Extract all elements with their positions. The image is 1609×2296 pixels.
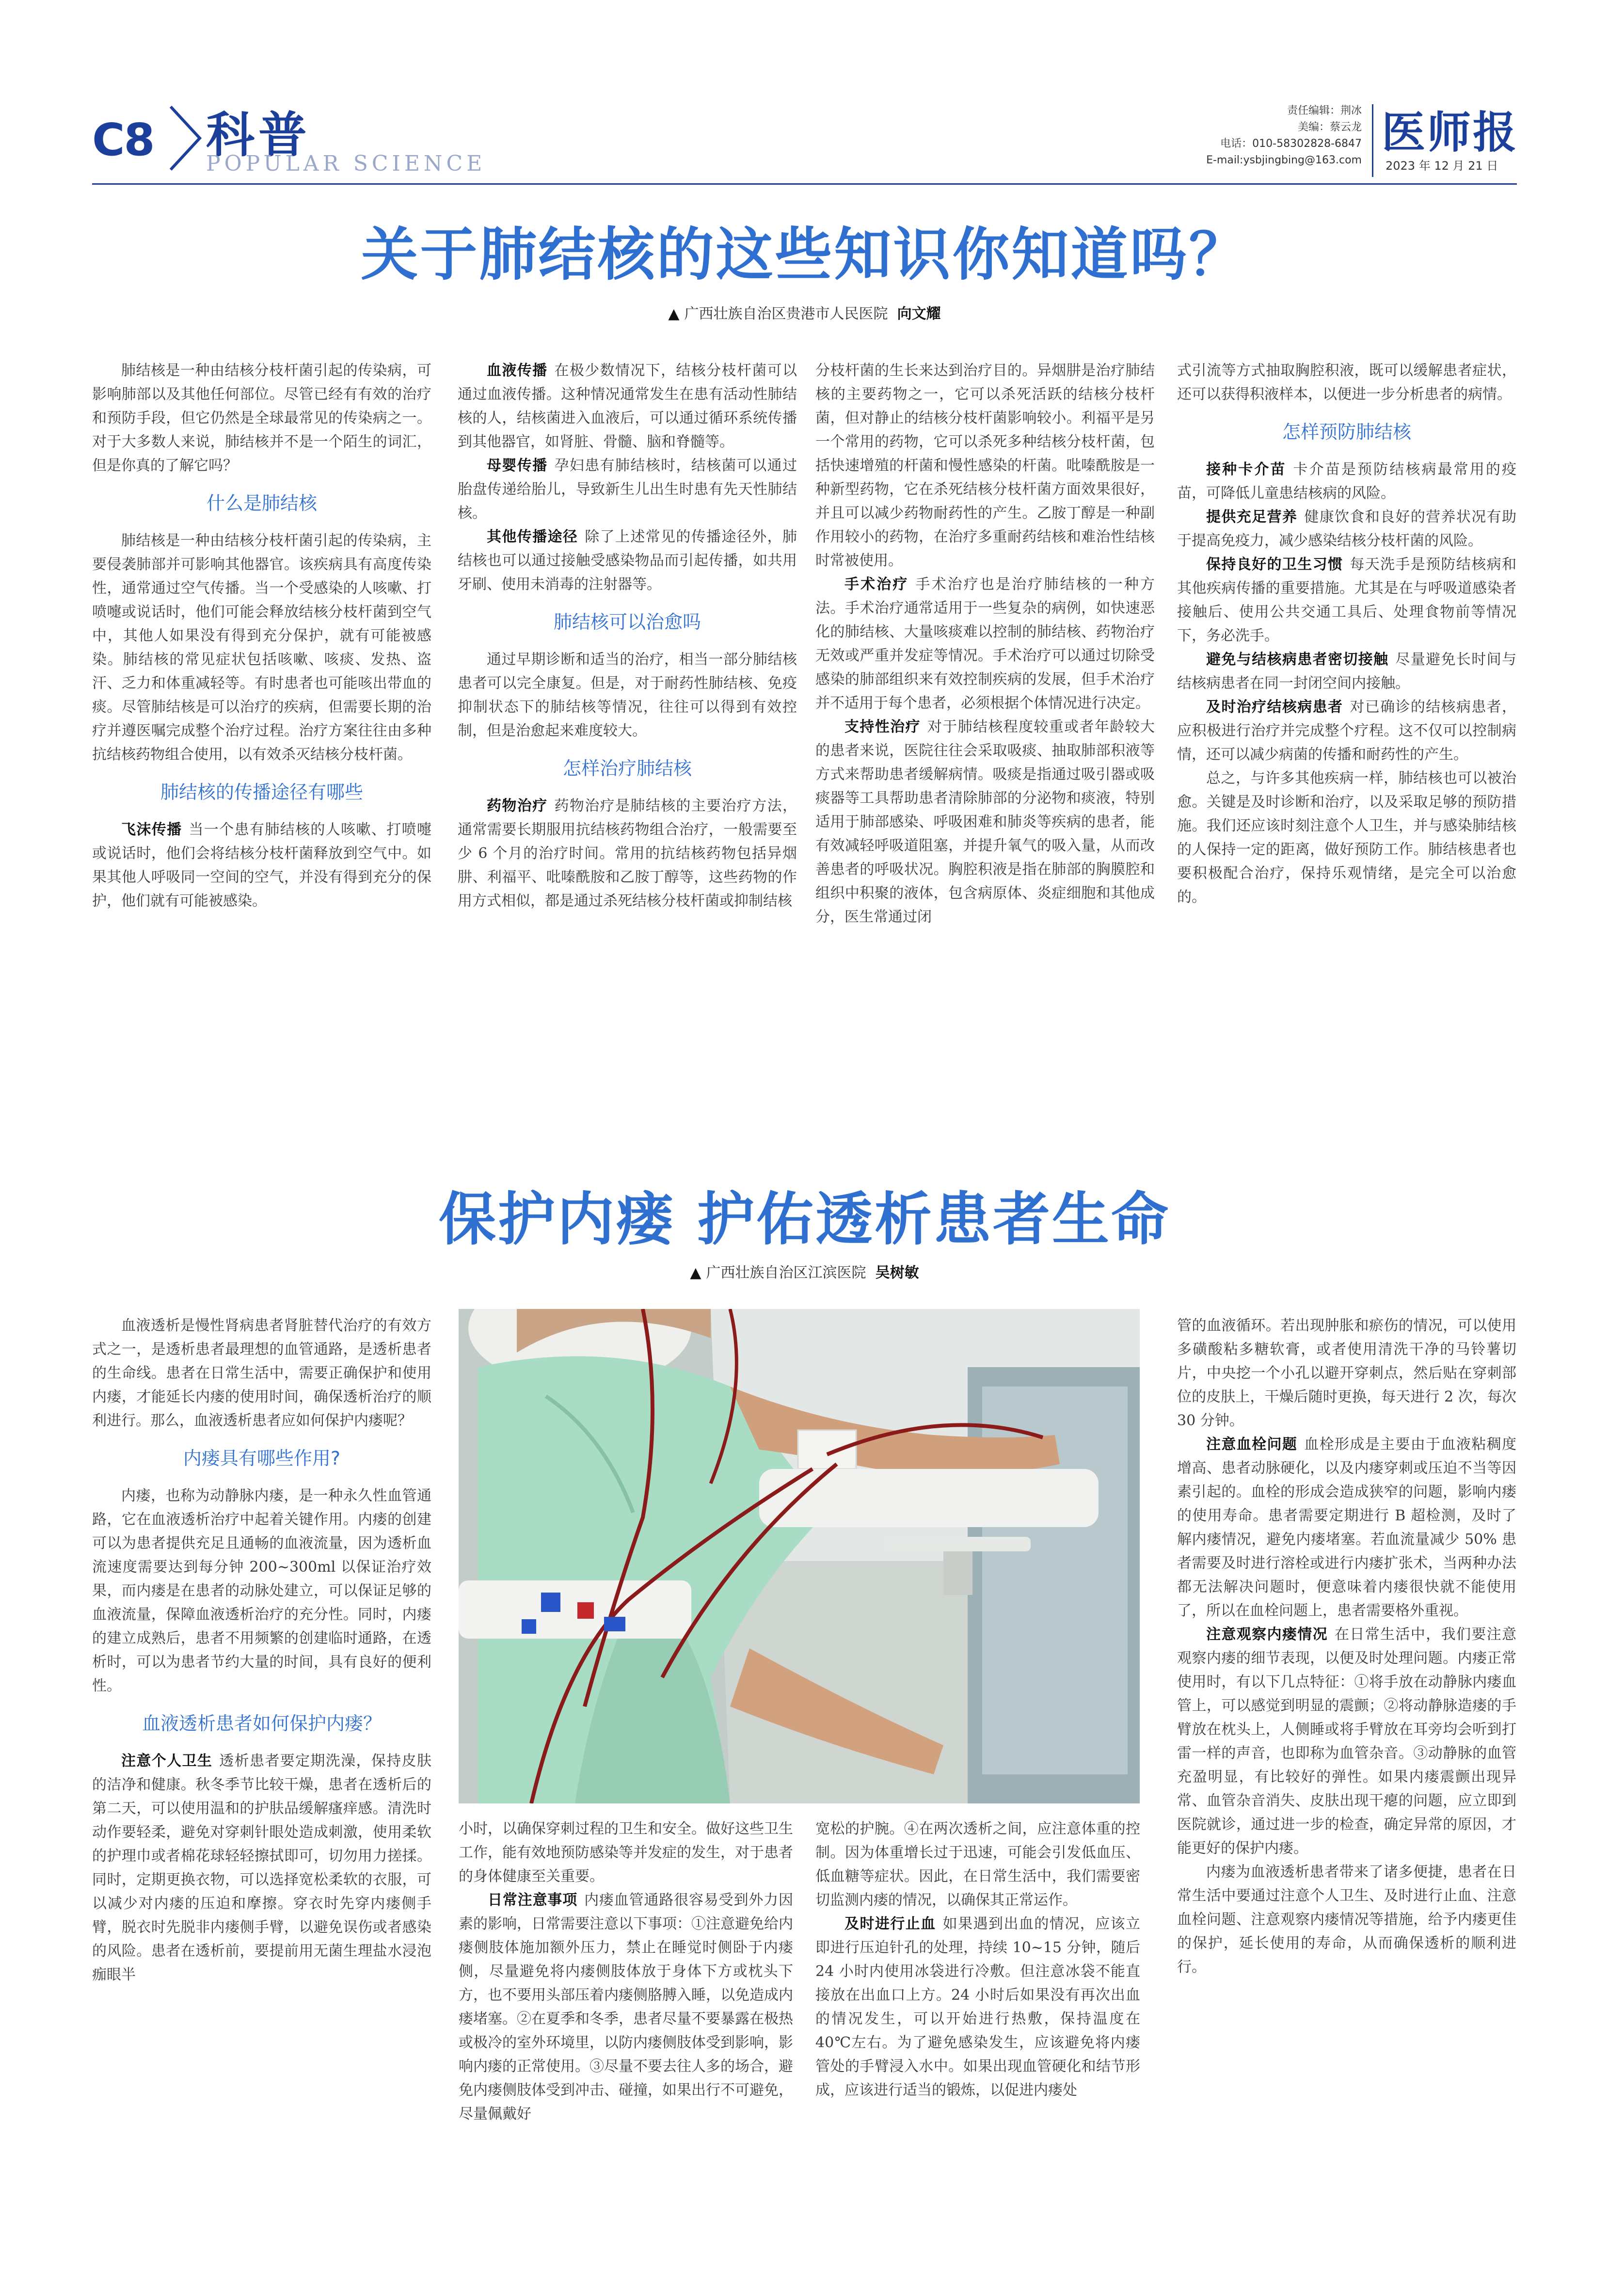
subheading: 肺结核可以治愈吗 [553,611,701,633]
article2-column-3: 宽松的护腕。④在两次透析之间，应注意体重的控制。因为体重增长过于迅速，可能会引发低血压、低血糖等症状。因此，在日常生活中，我们需要密切监测内瘘的情况，以确保其正常运作。 及时进行止血 如果遇到出血的情况，应该立即进行压迫针孔的处理，持续 10~15 分钟，随后 24 小时内使用冰袋进行冷敷。但注意冰袋不能直接放在出血口上方。24 小时后如果没有再次出血的情况发生，可以开始进行热敷，保持温度在 40℃左右。为了避免感染发生，应该避免将内瘘管处的手臂浸入水中。如果出现血管硬化和结节形成，应该进行适当的锻炼，以促进内瘘处 [815,1820,1141,2099]
dialysis-illustration [459,1309,1140,1803]
chevron-right-icon [166,104,205,172]
article2-column-1: 血液透析是慢性肾病患者肾脏替代治疗的有效方式之一，是透析患者最理想的血管通路，是透析患者的生命线。患者在日常生活中，需要正确保护和使用内瘘，才能延长内瘘的使用时间，确保透析治疗的顺利进行。那么，血液透析患者应如何保护内瘘呢？ 内瘘具有哪些作用? 内瘘，也称为动静脉内瘘，是一种永久性血管通路，它在血液透析治疗中起着关键作用。内瘘的创建可以为患者提供充足且通畅的血液流量，因为透析血流速度需要达到每分钟 200~300ml 以保证治疗效果，而内瘘是在患者的动脉处建立，可以保证足够的血液流量，保障血液透析治疗的充分性。同时，内瘘的建立成熟后，患者不用频繁的创建临时通路，在透析时，可以为患者节约大量的时间，具有良好的便利性。 血液透析患者如何保护内瘘？ 注意个人卫生 透析患者要定期洗澡，保持皮肤的洁净和健康。秋冬季节比较干燥，患者在透析后的第二天，可以使用温和的护肤品缓解瘙痒感。清洗时动作要轻柔，避免对穿刺针眼处造成刺激，使用柔软的护理巾或者棉花球轻轻擦拭即可，切勿用力搓揉。同时，定期更换衣物，可以选择宽松柔软的衣服，可以减少对内瘘的压迫和摩擦。穿衣时先穿内瘘侧手臂，脱衣时先脱非内瘘侧手臂，以避免误伤或者感染的风险。患者在透析前，要提前用无菌生理盐水浸泡痂眼半 [92,1317,432,1983]
section-title: 科普 [206,107,311,163]
subheading: 内瘘具有哪些作用? [183,1448,341,1469]
email-line: E-mail:ysbjingbing@163.com [1206,154,1362,166]
editor-info [1206,103,1362,169]
section-subtitle: POPULAR SCIENCE [206,151,486,176]
article1-column-2: 血液传播 在极少数情况下，结核分枝杆菌可以通过血液传播。这种情况通常发生在患有活动性肺结核的人，结核菌进入血液后，可以通过循环系统传播到其他器官，如肾脏、骨髓、脑和脊髓等。 母婴传播 孕妇患有肺结核时，结核菌可以通过胎盘传递给胎儿，导致新生儿出生时患有先天性肺结核。 其他传播途径 除了上述常见的传播途径外，肺结核也可以通过接触受感染物品而引起传播，如共用牙刷、使用未消毒的注射器等。 肺结核可以治愈吗 通过早期诊断和适当的治疗，相当一部分肺结核患者可以完全康复。但是，对于耐药性肺结核、免疫抑制状态下的肺结核等情况，往往可以得到有效控制，但是治愈起来难度较大。 怎样治疗肺结核 药物治疗 药物治疗是肺结核的主要治疗方法，通常需要长期服用抗结核药物组合治疗，一般需要至少 6 个月的治疗时间。常用的抗结核药物包括异烟肼、利福平、吡嗪酰胺和乙胺丁醇等，这些药物的作用方式相似，都是通过杀死结核分枝杆菌或抑制结核 [458,362,797,909]
triangle-up-icon: ▲ [690,1264,701,1281]
article2-byline: ▲ 广西壮族自治区江滨医院 吴树敏 [690,1264,919,1281]
page-number: C8 [92,114,154,166]
header-rule [92,183,1517,185]
header-divider [1372,104,1373,177]
article2-title: 保护内瘘 护佑透析患者生命 [438,1186,1171,1253]
art-editor-line: 美编：蔡云龙 [1297,121,1362,133]
article1-column-3: 分枝杆菌的生长来达到治疗目的。异烟肼是治疗肺结核的主要药物之一，它可以杀死活跃的结核分枝杆菌，但对静止的结核分枝杆菌影响较小。利福平是另一个常用的药物，它可以杀死多种结核分枝杆菌，包括快速增殖的杆菌和慢性感染的杆菌。吡嗪酰胺是一种新型药物，它在杀死结核分枝杆菌方面效果很好，并且可以减少药物耐药性的产生。乙胺丁醇是一种副作用较小的药物，在治疗多重耐药结核和难治性结核时常被使用。 手术治疗 手术治疗也是治疗肺结核的一种方法。手术治疗通常适用于一些复杂的病例，如快速恶化的肺结核、大量咳痰难以控制的肺结核、药物治疗无效或严重并发症等情况。手术治疗可以通过切除受感染的肺部组织来有效控制疾病的发展，但手术治疗并不适用于每个患者，必须根据个体情况进行决定。 支持性治疗 对于肺结核程度较重或者年龄较大的患者来说，医院往往会采取吸痰、抽取肺部积液等方式来帮助患者缓解病情。吸痰是指通过吸引器或吸痰器等工具帮助患者清除肺部的分泌物和痰液，特别适用于肺部感染、呼吸困难和肺炎等疾病的患者，能有效减轻呼吸道阻塞，并提升氧气的吸入量，从而改善患者的呼吸状况。胸腔积液是指在肺部的胸膜腔和组织中积聚的液体，包含病原体、炎症细胞和其他成分，医生常通过闭 [815,362,1155,925]
article2-column-4: 管的血液循环。若出现肿胀和瘀伤的情况，可以使用多磺酸粘多糖软膏，或者使用清洗干净的马铃薯切片，中央挖一个小孔以避开穿刺点，然后贴在穿刺部位的皮肤上，干燥后随时更换，每天进行 2 次，每次 30 分钟。 注意血栓问题 血栓形成是主要由于血液粘稠度增高、患者动脉硬化，以及内瘘穿刺或压迫不当等因素引起的。血栓的形成会造成狭窄的问题，影响内瘘的使用寿命。患者需要定期进行 B 超检测，及时了解内瘘情况，避免内瘘堵塞。若血流量减少 50% 患者需要及时进行溶栓或进行内瘘扩张术，当两种办法都无法解决问题时，便意味着内瘘很快就不能使用了，所以在血栓问题上，患者需要格外重视。 注意观察内瘘情况 在日常生活中，我们要注意观察内瘘的细节表现，以便及时处理问题。内瘘正常使用时，有以下几点特征：①将手放在动静脉内瘘血管上，可以感觉到明显的震颤；②将动静脉造瘘的手臂放在枕头上，人侧睡或将手臂放在耳旁均会听到打雷一样的声音，也即称为血管杂音。③动静脉的血管充盈明显，有比较好的弹性。如果内瘘震颤出现异常、血管杂音消失、皮肤出现干瘪的问题，应立即到医院就诊，通过进一步的检查，确定异常的原因，才能更好的保护内瘘。 内瘘为血液透析患者带来了诸多便捷，患者在日常生活中要通过注意个人卫生、及时进行止血、注意血栓问题、注意观察内瘘情况等措施，给予内瘘更佳的保护，延长使用的寿命，从而确保透析的顺利进行。 [1177,1317,1517,1976]
article1-column-1: 肺结核是一种由结核分枝杆菌引起的传染病，可影响肺部以及其他任何部位。尽管已经有有效的治疗和预防手段，但它仍然是全球最常见的传染病之一。对于大多数人来说，肺结核并不是一个陌生的词汇，但是你真的了解它吗？ 什么是肺结核 肺结核是一种由结核分枝杆菌引起的传染病，主要侵袭肺部并可影响其他器官。该疾病具有高度传染性，通常通过空气传播。当一个受感染的人咳嗽、打喷嚏或说话时，他们可能会释放结核分枝杆菌到空气中，其他人如果没有得到充分保护，就有可能被感染。肺结核的常见症状包括咳嗽、咳痰、发热、盗汗、乏力和体重减轻等。有时患者也可能咳出带血的痰。尽管肺结核是可以治疗的疾病，但需要长期的治疗并遵医嘱完成整个治疗过程。治疗方案往往由多种抗结核药物组合使用，以有效杀灭结核分枝杆菌。 肺结核的传播途径有哪些 飞沫传播 当一个患有肺结核的人咳嗽、打喷嚏或说话时，他们会将结核分枝杆菌释放到空气中。如果其他人呼吸同一空间的空气，并没有得到充分的保护，他们就有可能被感染。 [92,362,432,909]
subheading: 肺结核的传播途径有哪些 [160,781,363,803]
phone-line: 电话：010-58302828-6847 [1220,138,1362,150]
article1-byline: ▲ 广西壮族自治区贵港市人民医院 向文耀 [668,305,941,322]
subheading: 什么是肺结核 [206,493,317,514]
issue-date: 2023 年 12 月 21 日 [1386,159,1498,173]
subheading: 血液透析患者如何保护内瘘？ [142,1713,382,1734]
masthead-logo: 医师报 [1382,107,1518,158]
editor-line: 责任编辑：荆冰 [1287,105,1362,117]
article2-column-2: 小时，以确保穿刺过程的卫生和安全。做好这些卫生工作，能有效地预防感染等并发症的发生，对于患者的身体健康至关重要。 日常注意事项 内瘘血管通路很容易受到外力因素的影响，日常需要注意以下事项：①注意避免给内瘘侧肢体施加额外压力，禁止在睡觉时侧卧于内瘘侧，尽量避免将内瘘侧肢体放于身体下方或枕头下方，也不要用头部压着内瘘侧胳膊入睡，以免造成内瘘堵塞。②在夏季和冬季，患者尽量不要暴露在极热或极冷的室外环境里，以防内瘘侧肢体受到影响，影响内瘘的正常使用。③尽量不要去往人多的场合，避免内瘘侧肢体受到冲击、碰撞，如果出行不可避免，尽量佩戴好 [459,1820,794,2122]
article1-column-4: 式引流等方式抽取胸腔积液，既可以缓解患者症状，还可以获得积液样本，以便进一步分析患者的病情。 怎样预防肺结核 接种卡介苗 卡介苗是预防结核病最常用的疫苗，可降低儿童患结核病的风险。 提供充足营养 健康饮食和良好的营养状况有助于提高免疫力，减少感染结核分枝杆菌的风险。 保持良好的卫生习惯 每天洗手是预防结核病和其他疾病传播的重要措施。尤其是在与呼吸道感染者接触后、使用公共交通工具后、处理食物前等情况下，务必洗手。 避免与结核病患者密切接触 尽量避免长时间与结核病患者在同一封闭空间内接触。 及时治疗结核病患者 对已确诊的结核病患者，应积极进行治疗并完成整个疗程。这不仅可以控制病情，还可以减少病菌的传播和耐药性的产生。 总之，与许多其他疾病一样，肺结核也可以被治愈。关键是及时诊断和治疗，以及采取足够的预防措施。我们还应该时刻注意个人卫生，并与感染肺结核的人保持一定的距离，做好预防工作。肺结核患者也要积极配合治疗，保持乐观情绪，是完全可以治愈的。 [1177,362,1517,906]
subheading: 怎样预防肺结核 [1282,421,1411,443]
subheading: 怎样治疗肺结核 [562,758,692,779]
dialysis-photo [459,1309,1140,1803]
article1-title: 关于肺结核的这些知识你知道吗？ [361,221,1248,288]
triangle-up-icon: ▲ [668,305,680,322]
